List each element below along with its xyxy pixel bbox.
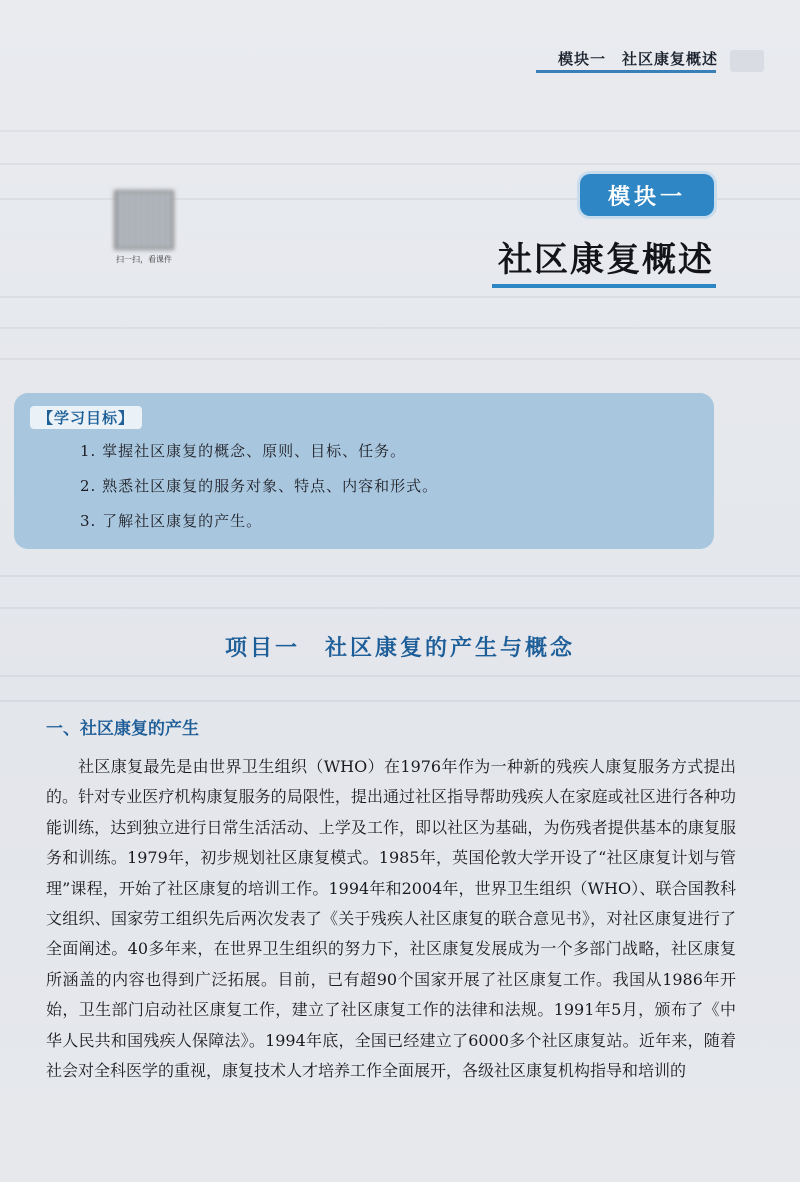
qr-block[interactable] xyxy=(108,190,180,265)
objective-item: 3. 了解社区康复的产生。 xyxy=(80,512,263,530)
qr-caption: 扫一扫，看课件 xyxy=(116,255,172,264)
module-badge: 模块一 xyxy=(580,174,714,216)
module-title: 社区康复概述 xyxy=(498,240,714,280)
section-title: 一、社区康复的产生 xyxy=(46,719,199,739)
body-paragraph: 社区康复最先是由世界卫生组织（WHO）在1976年作为一种新的残疾人康复服务方式提出的。针对专业医疗机构康复服务的局限性，提出通过社区指导帮助残疾人在家庭或社区进行各种功能训练，达到独立进行日常生活活动、上学及工作，即以社区为基础，为伤残者提供基本的康复服务和训练。1979年，初步规划社区康复模式。1985年，英国伦敦大学开设了“社区康复计划与管理”课程，开始了社区康复的培训工作。1994年和2004年，世界卫生组织（WHO）、联合国教科文组织、国家劳工组织先后两次发表了《关于残疾人社区康复的联合意见书》，对社区康复进行了全面阐述。40多年来，在世界卫生组织的努力下，社区康复发展成为一个多部门战略，社区康复所涵盖的内容也得到广泛拓展。目前，已有超90个国家开展了社区康复工作。我国从1986年开始，卫生部门启动社区康复工作，建立了社区康复工作的法律和法规。1991年5月，颁布了《中华人民共和国残疾人保障法》。1994年底，全国已经建立了6000多个社区康复站。近年来，随着社会对全科医学的重视，康复技术人才培养工作全面展开，各级社区康复机构指导和培训的 xyxy=(46,757,736,1081)
body-text xyxy=(46,752,736,1086)
objective-item: 2. 熟悉社区康复的服务对象、特点、内容和形式。 xyxy=(80,477,439,495)
objective-item: 1. 掌握社区康复的概念、原则、目标、任务。 xyxy=(80,442,407,460)
learning-objectives-label: 【学习目标】 xyxy=(30,406,142,429)
running-head: 模块一 社区康复概述 xyxy=(557,50,718,68)
page-edge-tab xyxy=(730,50,764,72)
module-title-rule xyxy=(492,284,716,288)
qr-code-icon[interactable] xyxy=(114,190,174,250)
running-head-rule xyxy=(536,70,716,73)
project-title: 项目一 社区康复的产生与概念 xyxy=(224,636,575,661)
